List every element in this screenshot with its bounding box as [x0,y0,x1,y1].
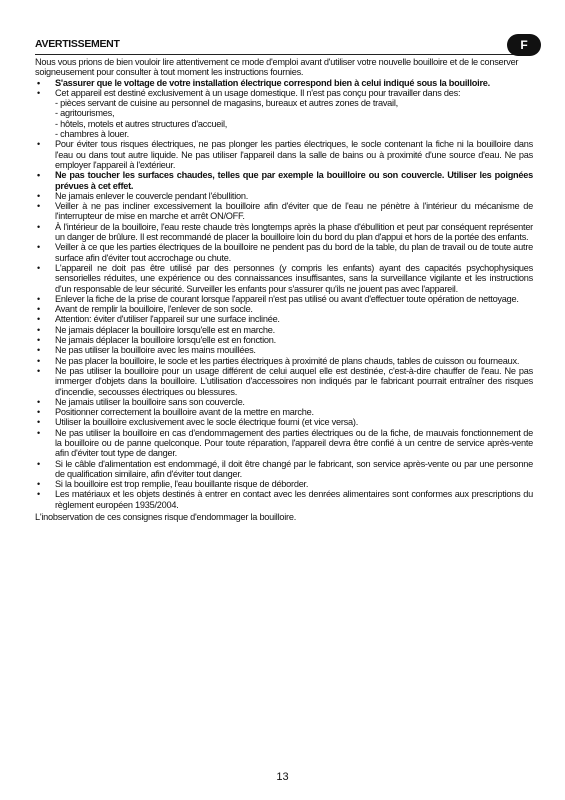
warning-item-text: Pour éviter tous risques électriques, ne pas plonger les parties électriques, le socle contenant la fiche ni la bouilloire dans l'eau ou dans tout autre liquide. Ne pas utiliser l'appareil dans la salle de bains ou à proximité d'une source d'eau. Ne pas employer l'appareil à l'extérieur. [55,139,533,170]
warning-item [35,459,533,480]
warning-item-text: À l'intérieur de la bouilloire, l'eau reste chaude très longtemps après la phase d'ébullition et peut par conséquent représenter un danger de brûlure. Il est recommandé de placer la bouilloire loin du bord du plan d'appui et hors de la portée des enfants. [55,221,533,243]
warning-item [35,479,533,489]
warning-item-text: Ne pas utiliser la bouilloire pour un usage différent de celui auquel elle est destinée, c'est-à-dire chauffer de l'eau. Ne pas immerger d'objets dans la bouilloire. L'utilisation d'accessoires non indiqués par le fabricant pourrait entraîner des risques d'incendie, secousses électriques ou blessures. [55,365,533,397]
warning-item-text: L'appareil ne doit pas être utilisé par des personnes (y compris les enfants) ayant des capacités psychophysiques sensorielles réduites, une expérience ou des connaissances insuffisantes, sans la surveillance vigilante et les instructions d'un responsable de leur sécurité. Surveiller les enfants pour s'assurer qu'ils ne jouent pas avec l'appareil. [55,262,533,294]
warning-item-text: Ne pas placer la bouilloire, le socle et les parties électriques à proximité de plans chauds, tables de cuisson ou fourneaux. [55,355,520,366]
bullet-icon: • [37,221,40,232]
warning-item-text: Enlever la fiche de la prise de courant lorsque l'appareil n'est pas utilisé ou avant d'effectuer toute opération de nettoyage. [55,293,519,304]
warning-item-text: Ne pas utiliser la bouilloire en cas d'endommagement des parties électriques ou de la fiche, de mauvais fonctionnement de la bouilloire ou de panne quelconque. Pour toute réparation, l'appareil devra être confié à un centre de service après-vente afin d'éviter tout type de danger. [55,427,533,459]
warning-item-text: Ne jamais enlever le couvercle pendant l'ébullition. [55,190,249,201]
closing-paragraph: L'inobservation de ces consignes risque d'endommager la bouilloire. [35,512,297,523]
bullet-icon: • [37,304,40,315]
bullet-icon: • [37,190,40,201]
warning-item-text: Si la bouilloire est trop remplie, l'eau bouillante risque de déborder. [55,479,309,490]
bullet-icon: • [37,87,40,98]
bullet-icon: • [37,365,40,376]
warning-item [35,428,533,459]
sub-item: - pièces servant de cuisine au personnel de magasins, bureaux et autres zones de travail, [55,98,398,109]
bullet-icon: • [37,170,40,181]
warning-item [35,78,533,88]
warning-item [35,345,533,355]
warning-item [35,407,533,417]
warning-item-text: Utiliser la bouilloire exclusivement avec le socle électrique fourni (et vice versa). [55,417,358,428]
bullet-icon: • [37,139,40,150]
warning-item-text: Veiller à ne pas incliner excessivement la bouilloire afin d'éviter que de l'eau ne pénètre à l'intérieur du mécanisme de l'interrupteur de mise en marche et arrêt ON/OFF. [55,201,533,222]
warning-item [35,397,533,407]
bullet-icon: • [37,427,40,438]
warning-item [35,242,533,263]
intro-paragraph: Nous vous prions de bien vouloir lire attentivement ce mode d'emploi avant d'utiliser votre nouvelle bouilloire et de le conserver soigneusement pour consulter à tout moment les instructions fournies. [35,57,519,78]
sub-item: - chambres à louer. [55,129,129,140]
bullet-icon: • [37,417,40,428]
warning-item-text: Ne jamais déplacer la bouilloire lorsqu'elle est en marche. [55,324,275,335]
warning-item [35,170,533,191]
bullet-icon: • [37,262,40,273]
bullet-icon: • [37,242,40,253]
warning-item [35,325,533,335]
warning-item-text: Ne jamais déplacer la bouilloire lorsqu'elle est en fonction. [55,335,276,346]
warning-item-text: Ne jamais utiliser la bouilloire sans son couvercle. [55,396,245,407]
bullet-icon: • [37,355,40,366]
warning-item-text: Positionner correctement la bouilloire avant de la mettre en marche. [55,407,314,418]
bullet-icon: • [37,293,40,304]
warning-item-text: Si le câble d'alimentation est endommagé, il doit être changé par le fabricant, son service après-vente ou par une personne de qualification similaire, afin d'éviter tout danger. [55,458,533,479]
bullet-icon: • [37,479,40,490]
warning-item [35,314,533,324]
warning-item [35,366,533,397]
warning-item [35,88,533,139]
section-title: AVERTISSEMENT [35,38,120,50]
manual-page [35,36,533,522]
warning-item-text: Avant de remplir la bouilloire, l'enlever de son socle. [55,304,253,315]
warning-item [35,263,533,294]
warning-item-text: Veiller à ce que les parties électriques de la bouilloire ne pendent pas du bord de la table, du plan de travail ou de toute autre surface afin d'éviter tout accrochage ou chute. [55,242,533,263]
page-number: 13 [276,771,289,783]
warning-item-text: Les matériaux et les objets destinés à entrer en contact avec les denrées alimentaires sont conformes aux prescriptions du règlement européen 1935/2004. [55,489,533,510]
warning-item-text: Ne pas utiliser la bouilloire avec les mains mouillées. [55,345,256,356]
bullet-icon: • [37,201,40,212]
sub-item: - agritourismes, [55,108,115,119]
warning-item [35,139,533,170]
warning-item [35,304,533,314]
warning-item [35,489,533,510]
warning-item-text: Attention: éviter d'utiliser l'appareil sur une surface inclinée. [55,314,280,325]
bullet-icon: • [37,77,40,88]
warning-item [35,191,533,201]
bullet-icon: • [37,396,40,407]
bullet-icon: • [37,324,40,335]
warning-item [35,201,533,222]
bullet-icon: • [37,407,40,418]
warning-item-text: S'assurer que le voltage de votre installation électrique correspond bien à celui indiqué sous la bouilloire. [55,77,490,88]
warning-item [35,417,533,427]
warning-item [35,356,533,366]
warning-list [35,78,533,510]
bullet-icon: • [37,314,40,325]
warning-item [35,294,533,304]
warning-item-text: Cet appareil est destiné exclusivement à un usage domestique. Il n'est pas conçu pour travailler dans des: [55,87,461,98]
warning-item [35,222,533,243]
language-badge: F [507,34,541,56]
bullet-icon: • [37,458,40,469]
warning-item [35,335,533,345]
bullet-icon: • [37,345,40,356]
section-header [35,36,533,55]
bullet-icon: • [37,335,40,346]
bullet-icon: • [37,489,40,500]
sub-item: - hôtels, motels et autres structures d'accueil, [55,118,228,129]
warning-item-text: Ne pas toucher les surfaces chaudes, telles que par exemple la bouilloire ou son couvercle. Utiliser les poignées prévues à cet effet. [55,170,533,191]
